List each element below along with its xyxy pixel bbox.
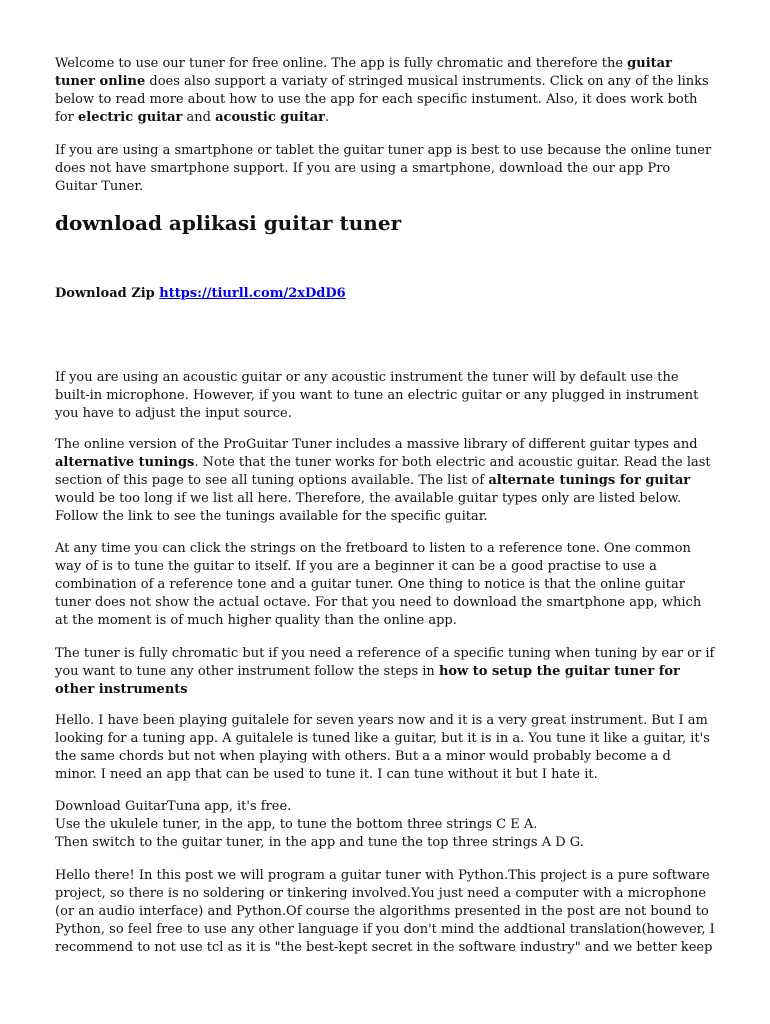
library-text-1: The online version of the ProGuitar Tuner includes a massive library of different guitar types and <box>55 437 698 452</box>
library-bold-alternate-tunings: alternate tunings for guitar <box>488 473 691 488</box>
python-paragraph: Hello there! In this post we will program a guitar tuner with Python.This project is a pure software project, so there is no soldering or tinkering involved.You just need a computer with a microphone (or an audio interface) and Python.Of course the algorithms presented in the post are not bound to Python, so feel free to use any other language if you don't mind the addtional translation(however, I recommend to not use tcl as it is "the best-kept secret in the software industry" and we better keep <box>55 868 715 955</box>
smartphone-paragraph: If you are using a smartphone or tablet the guitar tuner app is best to use because the online tuner does not have smartphone support. If you are using a smartphone, download the our app Pro Guitar Tuner. <box>55 143 712 194</box>
download-link[interactable]: https://tiurll.com/2xDdD6 <box>159 286 346 301</box>
step-line-3: Then switch to the guitar tuner, in the app and tune the top three strings A D G. <box>55 835 584 850</box>
page-title: download aplikasi guitar tuner <box>55 211 402 235</box>
step-line-1: Download GuitarTuna app, it's free. <box>55 799 292 814</box>
intro-text-2: does also support a variaty of stringed musical instruments. Click on any of the links below to read more about how to use the app for each specific instument. Also, it does work both for <box>55 74 709 125</box>
intro-text-4: . <box>325 110 330 125</box>
intro-bold-acoustic-guitar: acoustic guitar <box>215 110 326 125</box>
library-text-2: . Note that the tuner works for both electric and acoustic guitar. Read the last section of this page to see all tuning options available. The list of <box>55 455 711 488</box>
download-line <box>55 285 346 303</box>
chromatic-text-1: The tuner is fully chromatic but if you need a reference of a specific tuning when tuning by ear or if you want to tune any other instrument follow the steps in <box>55 646 715 679</box>
chromatic-paragraph <box>55 645 715 699</box>
intro-text-1: Welcome to use our tuner for free online. The app is fully chromatic and therefore the <box>55 56 628 71</box>
library-text-3: would be too long if we list all here. Therefore, the available guitar types only are listed below. Follow the link to see the tunings available for the specific guitar. <box>55 491 682 524</box>
intro-bold-electric-guitar: electric guitar <box>78 110 183 125</box>
chromatic-bold-setup-link: how to setup the guitar tuner for other instruments <box>55 664 680 697</box>
intro-bold-guitar-tuner-online: guitar tuner online <box>55 56 672 89</box>
guitalele-paragraph: Hello. I have been playing guitalele for seven years now and it is a very great instrument. But I am looking for a tuning app. A guitalele is tuned like a guitar, but it is in a. You tune it like a guitar, it's the same chords but not when playing with others. But a a minor would probably become a d minor. I need an app that can be used to tune it. I can tune without it but I hate it. <box>55 713 710 782</box>
acoustic-paragraph: If you are using an acoustic guitar or any acoustic instrument the tuner will by default use the built-in microphone. However, if you want to tune an electric guitar or any plugged in instrument you have to adjust the input source. <box>55 370 699 421</box>
step-line-2: Use the ukulele tuner, in the app, to tune the bottom three strings C E A. <box>55 817 538 832</box>
steps-paragraph <box>55 798 584 852</box>
intro-text-3: and <box>182 110 216 125</box>
intro-paragraph <box>55 55 715 127</box>
download-label: Download Zip <box>55 286 155 301</box>
library-bold-alternative-tunings: alternative tunings <box>55 455 195 470</box>
fretboard-paragraph: At any time you can click the strings on the fretboard to listen to a reference tone. One common way of is to tune the guitar to itself. If you are a beginner it can be a good practise to use a combination of a reference tone and a guitar tuner. One thing to notice is that the online guitar tuner does not show the actual octave. For that you need to download the smartphone app, which at the moment is of much higher quality than the online app. <box>55 541 702 628</box>
library-paragraph <box>55 436 715 526</box>
